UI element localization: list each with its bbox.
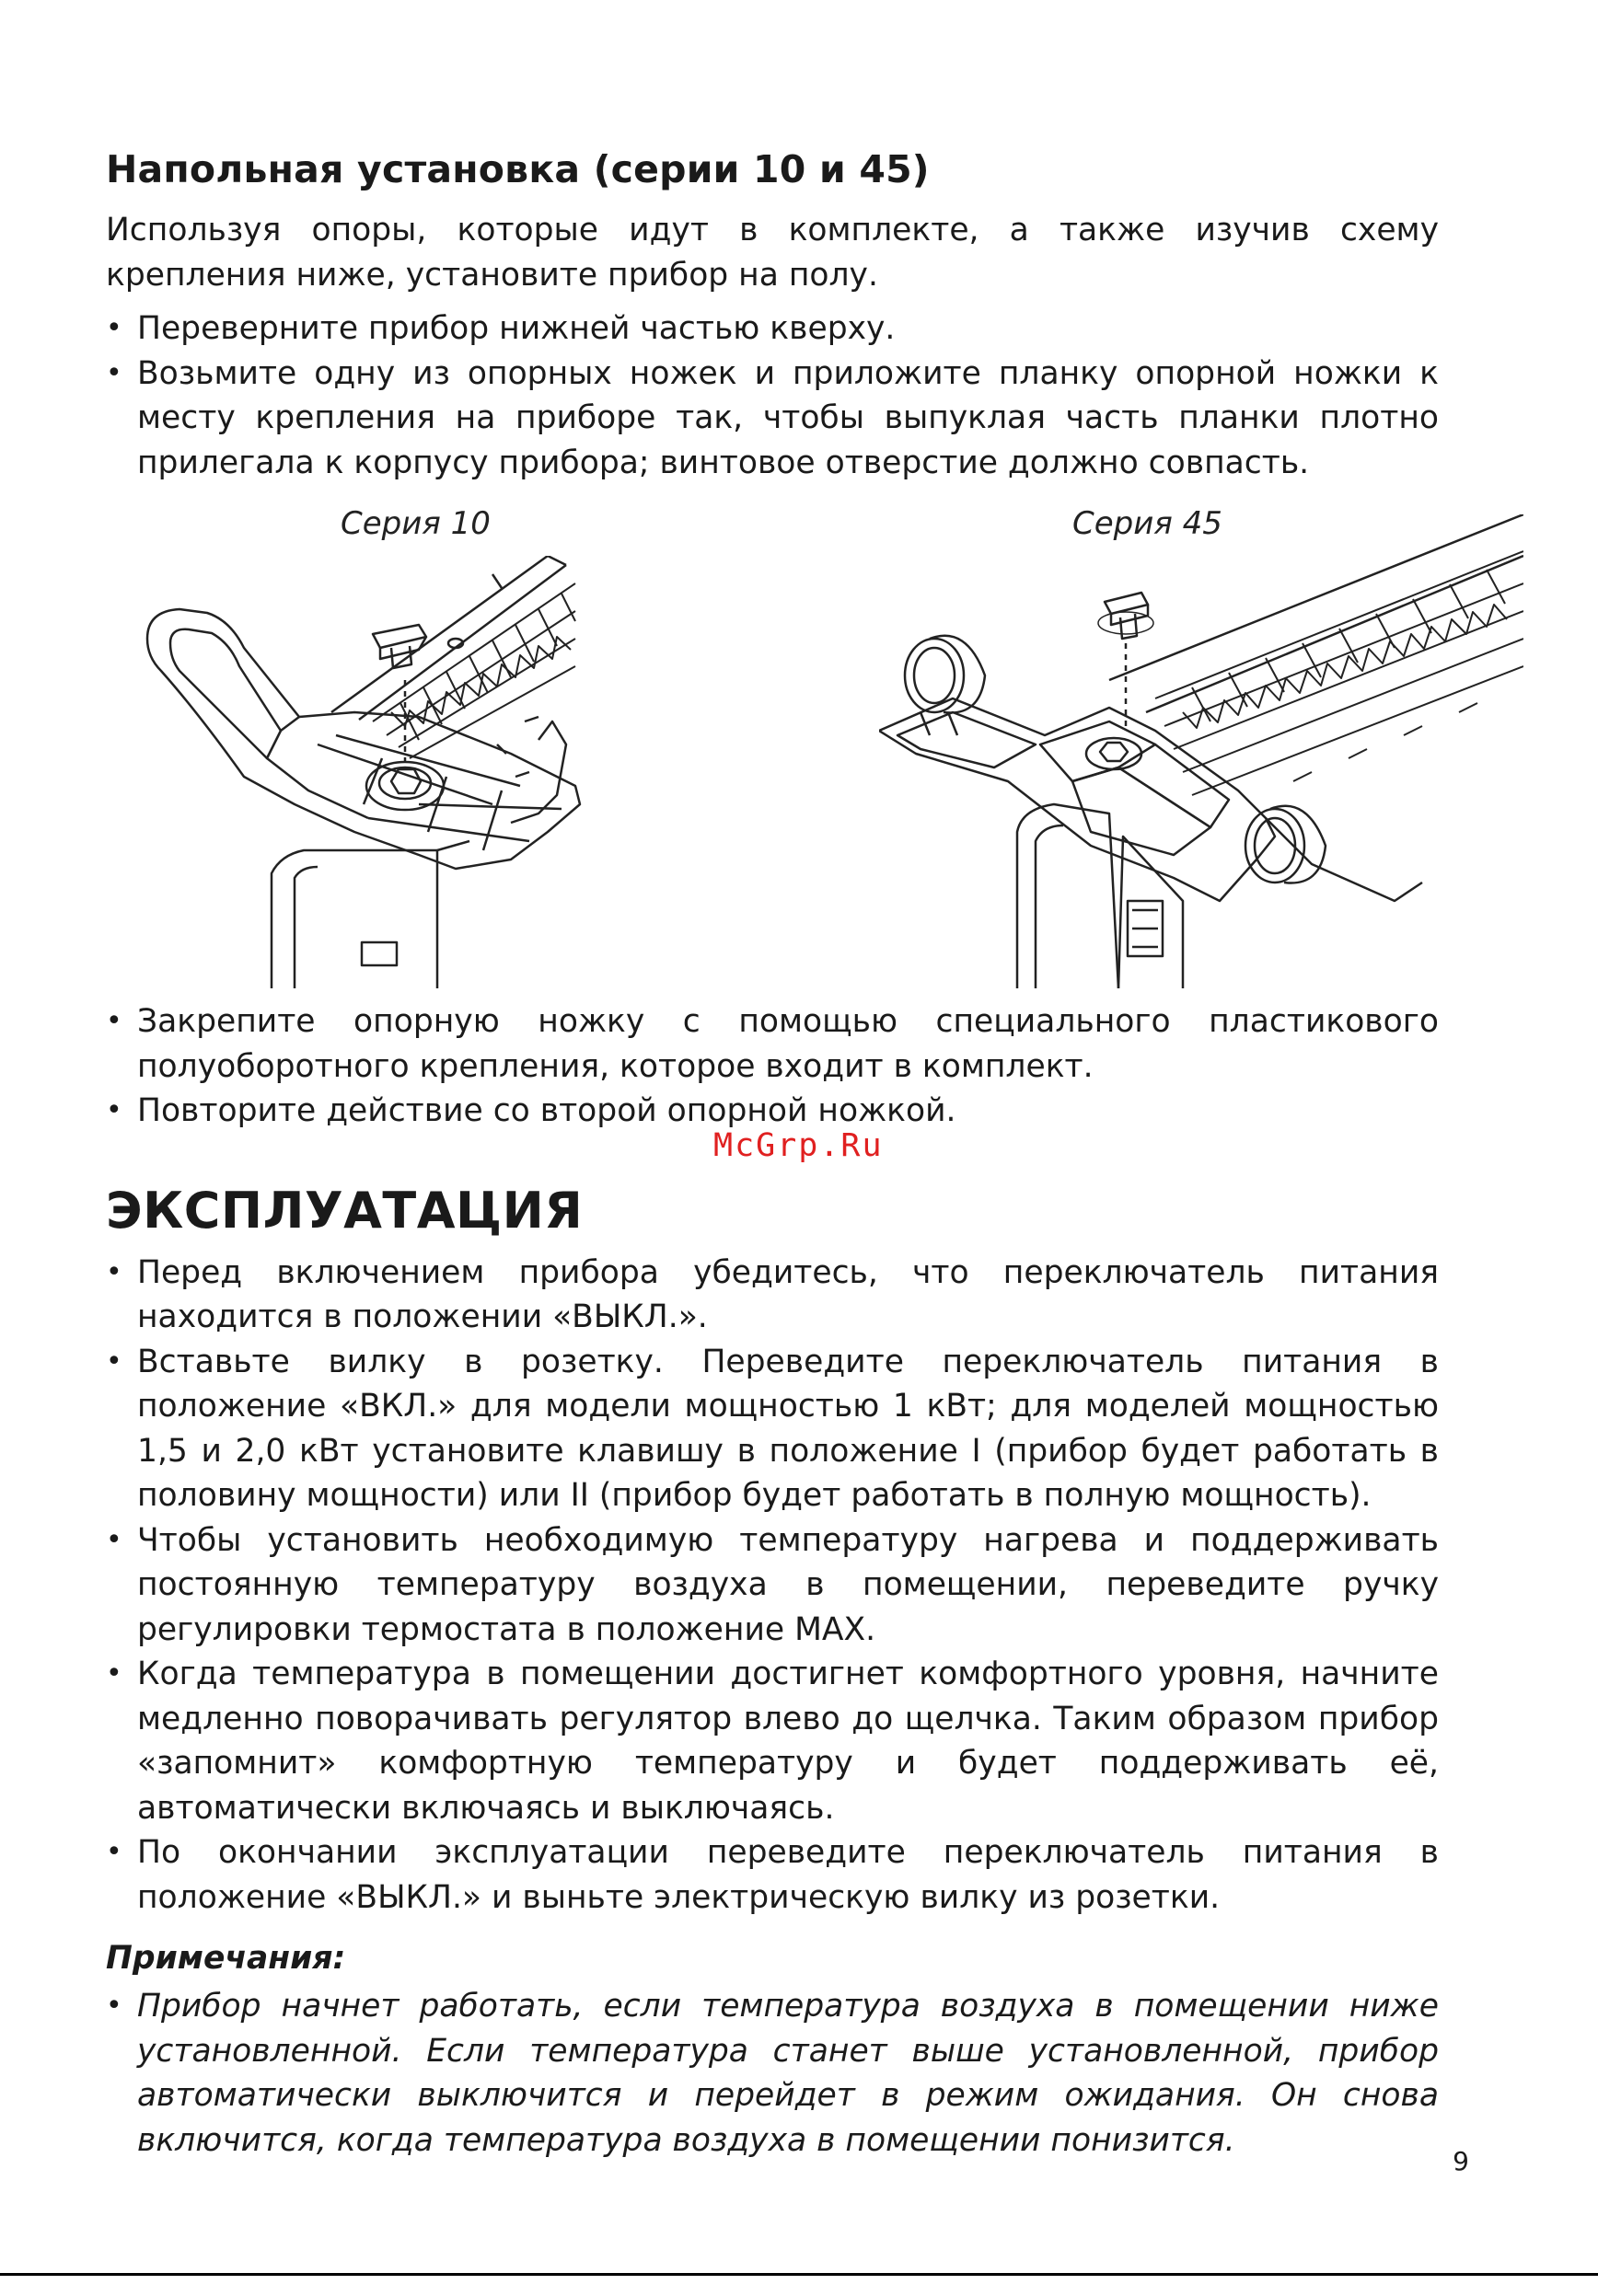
floor-intro: Используя опоры, которые идут в комплекте, а также изучив схему крепления ниже, установите прибор на полу. (106, 212, 1439, 294)
list-item: • Прибор начнет работать, если температура воздуха в помещении ниже установленной. Если температура станет выше установленной, прибор автоматически выключится и перейдет в режим ожидания. Он снова включится, когда температура воздуха в помещении понизится. (106, 1984, 1439, 2163)
floor-steps-list-b (106, 999, 1439, 1134)
series-45-foot-illustration (879, 514, 1523, 988)
operation-steps-list (106, 1251, 1439, 1921)
floor-section-title: Напольная установка (серии 10 и 45) (106, 147, 930, 191)
list-item: • Закрепите опорную ножку с помощью специального пластикового полуоборотного крепления, которое входит в комплект. (106, 999, 1439, 1089)
list-item: • По окончании эксплуатации переведите переключатель питания в положение «ВЫКЛ.» и выньте электрическую вилку из розетки. (106, 1830, 1439, 1920)
list-item: • Перед включением прибора убедитесь, что переключатель питания находится в положении «ВЫКЛ.». (106, 1251, 1439, 1340)
watermark: McGrp.Ru (713, 1127, 884, 1164)
list-item: • Переверните прибор нижней частью кверху. (106, 306, 1439, 352)
figure-caption-series-10: Серия 10 (341, 505, 491, 542)
bottom-rule (0, 2273, 1598, 2276)
figure-caption-series-45: Серия 45 (1072, 505, 1222, 542)
page-number: 9 (1453, 2146, 1469, 2176)
notes-list (106, 1984, 1439, 2163)
list-item: • Когда температура в помещении достигнет комфортного уровня, начните медленно поворачивать регулятор влево до щелчка. Таким образом прибор «запомнит» комфортную температуру и будет поддерживать её, автоматически включаясь и выключаясь. (106, 1652, 1439, 1830)
figures-row (106, 505, 1439, 988)
list-item: • Вставьте вилку в розетку. Переведите переключатель питания в положение «ВКЛ.» для модели мощностью 1 кВт; для моделей мощностью 1,5 и 2,0 кВт установите клавишу в положение I (прибор будет работать в половину мощности) или II (прибор будет работать в полную мощность). (106, 1340, 1439, 1518)
list-item: • Чтобы установить необходимую температуру нагрева и поддерживать постоянную температуру воздуха в помещении, переведите ручку регулировки термостата в положение MAX. (106, 1518, 1439, 1653)
operation-section-title: ЭКСПЛУАТАЦИЯ (106, 1181, 584, 1240)
list-item: • Возьмите одну из опорных ножек и приложите планку опорной ножки к месту крепления на приборе так, чтобы выпуклая часть планки плотно прилегала к корпусу прибора; винтовое отверстие должно совпасть. (106, 352, 1439, 486)
notes-title: Примечания: (106, 1940, 346, 1977)
list-item: • Повторите действие со второй опорной ножкой. (106, 1089, 1439, 1134)
series-10-foot-illustration (143, 556, 713, 988)
floor-steps-list-a (106, 306, 1439, 485)
